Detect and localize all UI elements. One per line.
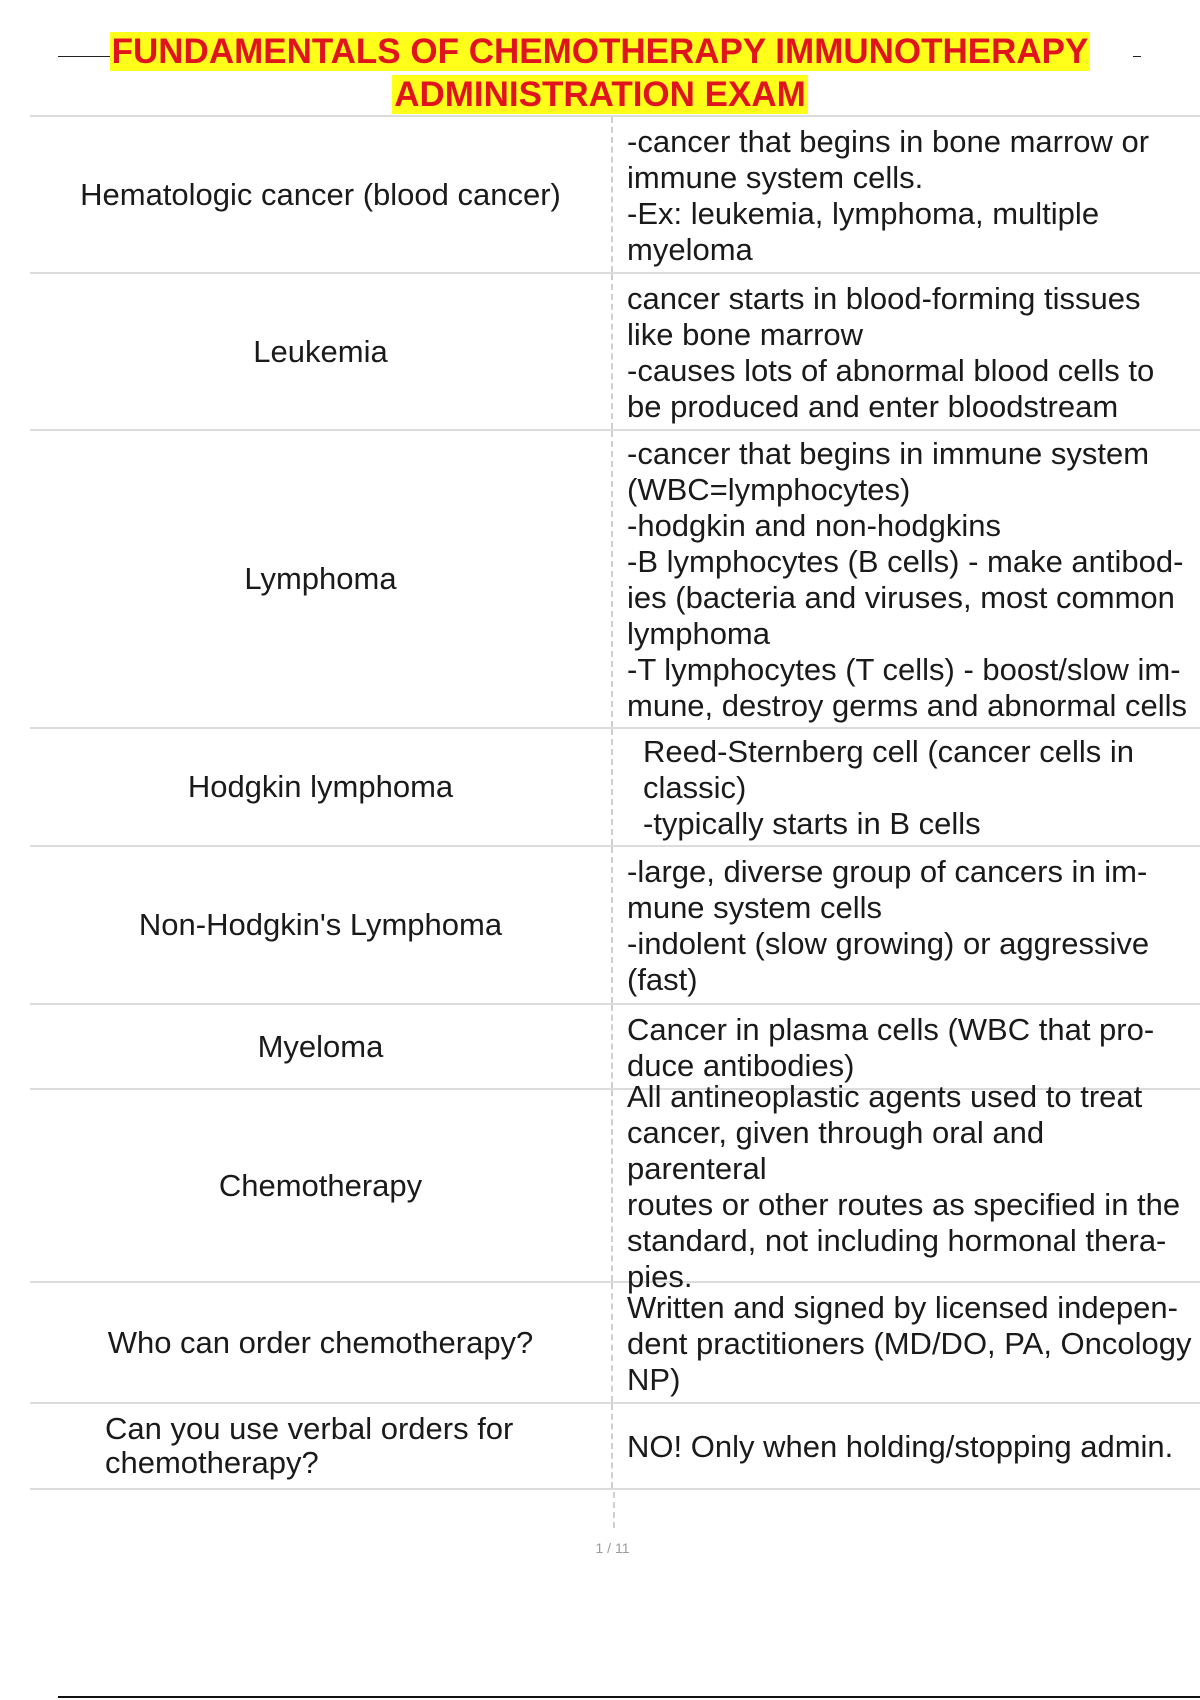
flashcard-term: Hodgkin lymphoma [30, 729, 613, 845]
page-indicator: 1 / 11 [595, 1540, 630, 1556]
flashcard-term: Non-Hodgkin's Lymphoma [30, 847, 613, 1003]
flashcard-row [30, 1283, 1200, 1404]
title-line-1: FUNDAMENTALS OF CHEMOTHERAPY IMMUNOTHERAPY [111, 32, 1089, 71]
flashcard-definition: -cancer that begins in bone marrow or immune system cells. -Ex: leukemia, lymphoma, multiple myeloma [627, 123, 1150, 267]
flashcard-definition: -large, diverse group of cancers in im- mune system cells -indolent (slow growing) or aggressive (fast) [627, 854, 1150, 997]
flashcard-term: Myeloma [30, 1005, 613, 1088]
flashcard-row [30, 117, 1200, 274]
flashcard-row [30, 1078, 1200, 1294]
flashcard-term: Who can order chemotherapy? [30, 1283, 613, 1402]
flashcard-term: Can you use verbal orders for chemotherapy? [30, 1404, 613, 1488]
flashcard-definition: NO! Only when holding/stopping admin. [627, 1429, 1174, 1464]
title-line-2: ADMINISTRATION EXAM [394, 75, 806, 114]
flashcard-definition: cancer starts in blood-forming tissues like bone marrow -causes lots of abnormal blood cells to be produced and enter bloodstream [627, 280, 1155, 424]
flashcard-row [30, 1005, 1200, 1090]
flashcard-term: Hematologic cancer (blood cancer) [30, 117, 613, 272]
flashcard-row [30, 274, 1200, 431]
flashcard-table [30, 115, 1200, 1490]
flashcard-definition: Written and signed by licensed indepen- dent practitioners (MD/DO, PA, Oncology NP) [627, 1289, 1192, 1397]
flashcard-row [30, 847, 1200, 1005]
flashcard-row [30, 729, 1200, 847]
flashcard-definition: All antineoplastic agents used to treat cancer, given through oral and parenteral routes or other routes as specified in the standard, not including hormonal thera- pies. [627, 1078, 1181, 1294]
bottom-rule [58, 1696, 1200, 1698]
flashcard-row [30, 431, 1200, 729]
flashcard-row [30, 1404, 1200, 1490]
column-divider-tail [613, 1492, 615, 1528]
flashcard-definition: Cancer in plasma cells (WBC that pro- duce antibodies) [627, 1011, 1155, 1083]
flashcard-definition: Reed-Sternberg cell (cancer cells in classic) -typically starts in B cells [643, 734, 1135, 841]
flashcard-term: Leukemia [30, 274, 613, 429]
flashcard-definition: -cancer that begins in immune system (WBC=lymphocytes) -hodgkin and non-hodgkins -B lymphocytes (B cells) - make antibod- ies (bacteria and viruses, most common lymphoma -T lymphocytes (T cells) - boost/slow im- mune, destroy germs and abnormal cells [627, 436, 1187, 723]
flashcard-term: Lymphoma [30, 431, 613, 727]
document-title [0, 30, 1200, 116]
flashcard-term: Chemotherapy [30, 1090, 613, 1281]
